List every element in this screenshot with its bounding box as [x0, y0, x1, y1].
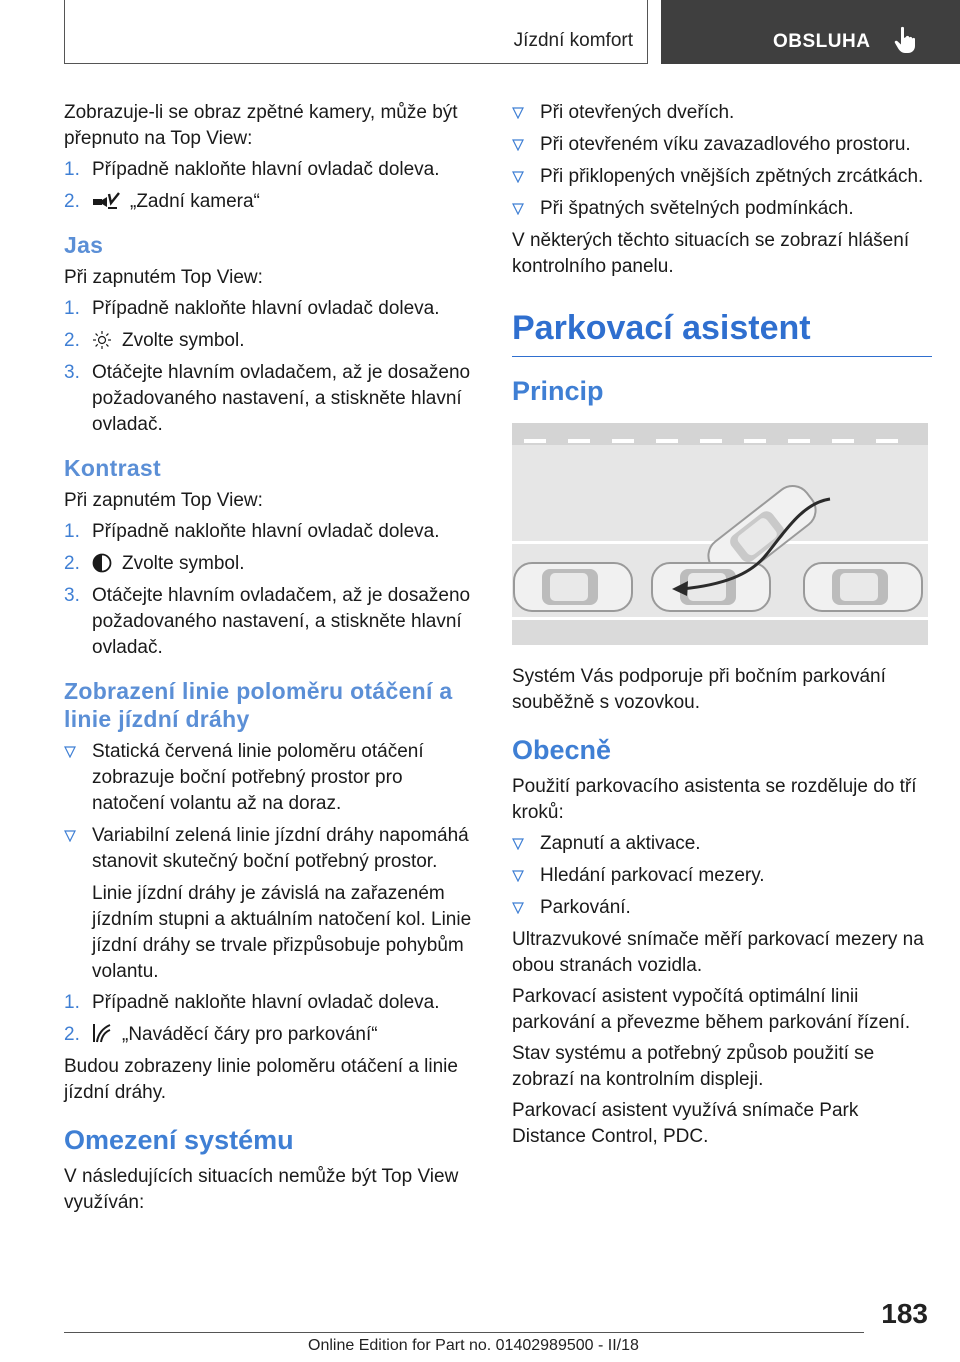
bullet-triangle-icon: [512, 203, 524, 215]
bullet-text: Při otevřených dveřích.: [540, 102, 735, 123]
jas-step-2: [64, 328, 478, 354]
footer-edition: Online Edition for Part no. 01402989500 - II/18: [308, 1337, 639, 1354]
bullet-text: Statická červená linie poloměru otáčení zobrazuje boční potřebný prostor pro natočení volantu až na doraz.: [92, 741, 424, 814]
bullet-triangle-icon: [64, 830, 76, 842]
linie-bullet-note: Linie jízdní dráhy je závislá na zařazeném jízdním stupni a aktuálním natočení kol. Linie jízdní dráhy se trvale přizpůsobuje pohybům volantu.: [92, 883, 472, 982]
heading-jas: Jas: [64, 232, 104, 258]
kontrast-step-2: [64, 551, 478, 577]
obecne-bullet-3: [512, 895, 932, 921]
step-text: „Zadní kamera“: [130, 191, 260, 212]
heading-obecne: Obecně: [512, 735, 612, 765]
brightness-sun-icon: [92, 330, 112, 350]
jas-step-3: [64, 360, 478, 438]
heading-princip: Princip: [512, 376, 604, 406]
obecne-para-1: Ultrazvukové snímače měří parkovací mezery na obou stranách vozidla.: [512, 929, 924, 976]
kontrast-lead: Při zapnutém Top View:: [64, 490, 263, 511]
step-text: Případně nakloňte hlavní ovladač doleva.: [92, 521, 440, 542]
obecne-bullet-2: [512, 863, 932, 889]
chapter-title: Parkovací asistent: [512, 308, 932, 357]
step-number: 1.: [64, 298, 80, 319]
heading-omezeni: Omezení systému: [64, 1125, 294, 1155]
bullet-text: Při přiklopených vnějších zpětných zrcátkách.: [540, 166, 924, 187]
bullet-text: Zapnutí a aktivace.: [540, 833, 701, 854]
obecne-lead: Použití parkovacího asistenta se rozděluje do tří kroků:: [512, 776, 917, 823]
step-text: Případně nakloňte hlavní ovladač doleva.: [92, 159, 440, 180]
guide-lines-icon: [92, 1022, 112, 1044]
intro-step-1: [64, 157, 478, 183]
step-number: 1.: [64, 521, 80, 542]
step-text: „Naváděcí čáry pro parkování“: [122, 1024, 378, 1045]
step-text: Zvolte symbol.: [122, 330, 245, 351]
step-text: Případně nakloňte hlavní ovladač doleva.: [92, 992, 440, 1013]
bullet-text: Hledání parkovací mezery.: [540, 865, 765, 886]
jas-step-1: [64, 296, 478, 322]
bullet-triangle-icon: [512, 838, 524, 850]
parking-illustration: [512, 423, 928, 645]
obecne-para-4: Parkovací asistent využívá snímače Park Distance Control, PDC.: [512, 1100, 859, 1147]
bullet-triangle-icon: [512, 870, 524, 882]
bullet-text: Parkování.: [540, 897, 631, 918]
princip-caption: Systém Vás podporuje při bočním parkování souběžně s vozovkou.: [512, 666, 886, 713]
header-section-title: Jízdní komfort: [513, 30, 633, 51]
bullet-triangle-icon: [64, 746, 76, 758]
step-number: 2.: [64, 1024, 80, 1045]
bullet-triangle-icon: [512, 902, 524, 914]
step-number: 2.: [64, 553, 80, 574]
linie-step-2: [64, 1022, 478, 1048]
linie-after: Budou zobrazeny linie poloměru otáčení a linie jízdní dráhy.: [64, 1056, 458, 1103]
omezeni-bullet-1: [512, 100, 932, 126]
omezeni-bullet-2: [512, 132, 932, 158]
step-number: 1.: [64, 992, 80, 1013]
footer-divider: [64, 1332, 864, 1333]
bullet-text: Při otevřeném víku zavazadlového prostoru.: [540, 134, 911, 155]
hand-pointer-icon: [893, 26, 919, 54]
right-column: [512, 100, 932, 1155]
step-text: Případně nakloňte hlavní ovladač doleva.: [92, 298, 440, 319]
omezeni-bullet-3: [512, 164, 932, 190]
linie-bullet-2: [64, 823, 478, 875]
obecne-para-3: Stav systému a potřebný způsob použití se zobrazí na kontrolním displeji.: [512, 1043, 875, 1090]
bullet-text: Při špatných světelných podmínkách.: [540, 198, 854, 219]
left-column: [64, 100, 478, 1221]
step-number: 1.: [64, 159, 80, 180]
header-section-box: [64, 0, 648, 64]
omezeni-bullet-4: [512, 196, 932, 222]
chapter-tab-label: OBSLUHA: [773, 31, 871, 52]
step-number: 3.: [64, 585, 80, 606]
step-text: Zvolte symbol.: [122, 553, 245, 574]
bullet-text: Variabilní zelená linie jízdní dráhy napomáhá stanovit skutečný boční potřebný prostor.: [92, 825, 469, 872]
heading-linie: Zobrazení linie poloměru otáčení a linie jízdní dráhy: [64, 678, 453, 732]
bullet-triangle-icon: [512, 107, 524, 119]
heading-kontrast: Kontrast: [64, 455, 161, 481]
linie-bullet-1: [64, 739, 478, 817]
omezeni-lead: V následujících situacích nemůže být Top View využíván:: [64, 1166, 459, 1213]
linie-step-1: [64, 990, 478, 1016]
intro-step-2: [64, 189, 478, 215]
kontrast-step-3: [64, 583, 478, 661]
rear-camera-icon: [92, 191, 120, 211]
obecne-para-2: Parkovací asistent vypočítá optimální linii parkování a převezme během parkování řízení.: [512, 986, 911, 1033]
bullet-triangle-icon: [512, 171, 524, 183]
step-number: 2.: [64, 330, 80, 351]
jas-lead: Při zapnutém Top View:: [64, 267, 263, 288]
contrast-icon: [92, 553, 112, 573]
header-chapter-tab[interactable]: [661, 0, 960, 64]
step-number: 3.: [64, 362, 80, 383]
intro-text: Zobrazuje-li se obraz zpětné kamery, může být přepnuto na Top View:: [64, 102, 458, 149]
page-number: 183: [881, 1298, 928, 1329]
bullet-triangle-icon: [512, 139, 524, 151]
omezeni-after: V některých těchto situacích se zobrazí hlášení kontrolního panelu.: [512, 230, 910, 277]
step-number: 2.: [64, 191, 80, 212]
kontrast-step-1: [64, 519, 478, 545]
step-text: Otáčejte hlavním ovladačem, až je dosaženo požadovaného nastavení, a stiskněte hlavní ovladač.: [92, 362, 471, 435]
step-text: Otáčejte hlavním ovladačem, až je dosaženo požadovaného nastavení, a stiskněte hlavní ovladač.: [92, 585, 471, 658]
obecne-bullet-1: [512, 831, 932, 857]
